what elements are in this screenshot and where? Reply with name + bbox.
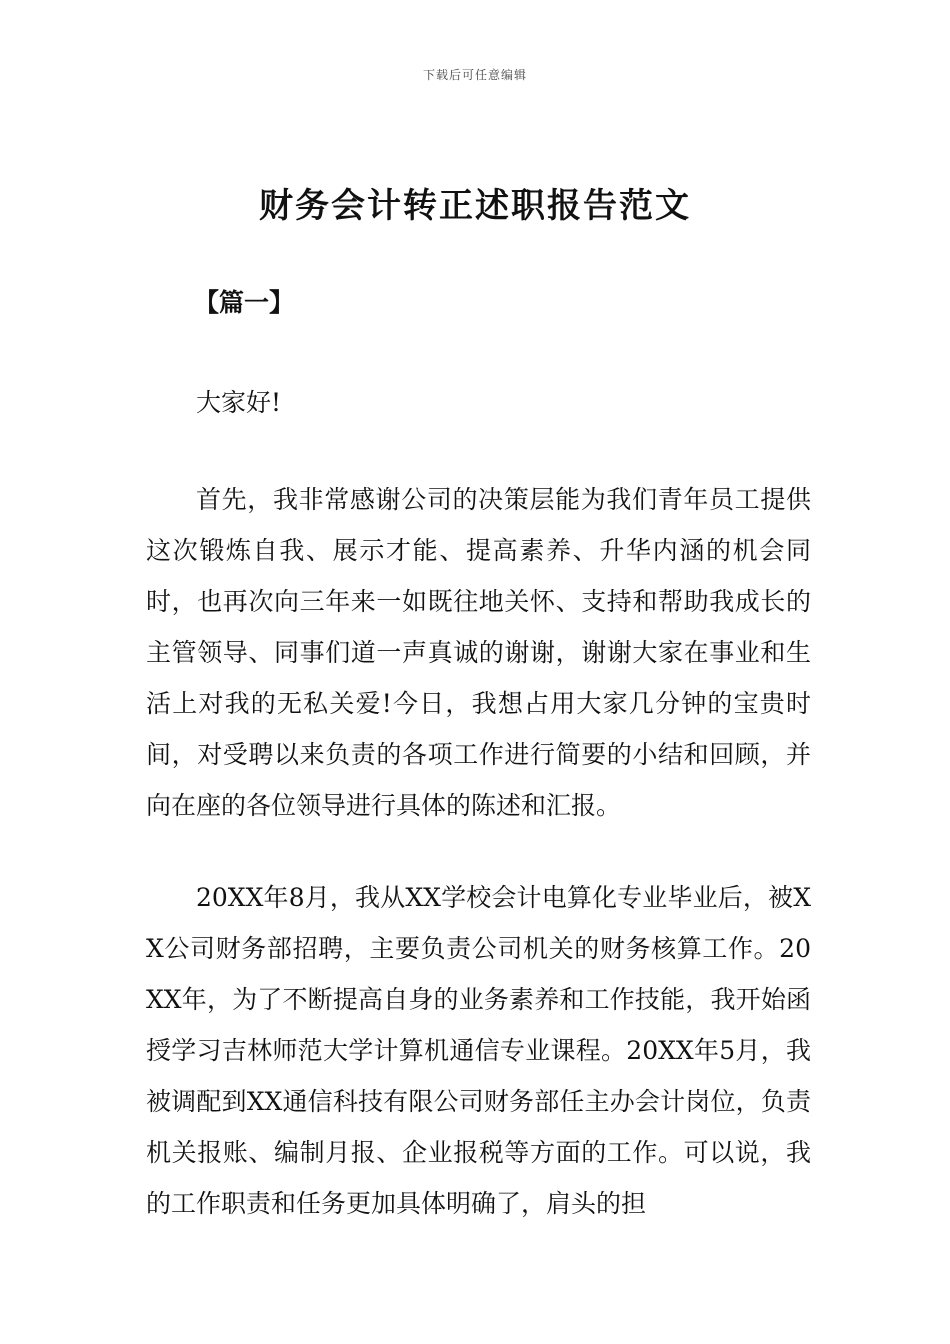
body-paragraph: 首先，我非常感谢公司的决策层能为我们青年员工提供这次锻炼自我、展示才能、提高素养、升华内涵的机会同时，也再次向三年来一如既往地关怀、支持和帮助我成长的主管领导、同事们道一声真诚的谢谢，谢谢大家在事业和生活上对我的无私关爱!今日，我想占用大家几分钟的宝贵时间，对受聘以来负责的各项工作进行简要的小结和回顾，并向在座的各位领导进行具体的陈述和汇报。 (146, 485, 811, 820)
greeting: 大家好! (196, 388, 282, 417)
document-title: 财务会计转正述职报告范文 (259, 186, 691, 226)
header-note: 下载后可任意编辑 (422, 68, 527, 82)
body-paragraph: 20XX年8月，我从XX学校会计电算化专业毕业后，被XX公司财务部招聘，主要负责公司机关的财务核算工作。20XX年，为了不断提高自身的业务素养和工作技能，我开始函授学习吉林师范大学计算机通信专业课程。20XX年5月，我被调配到XX通信科技有限公司财务部任主办会计岗位，负责机关报账、编制月报、企业报税等方面的工作。可以说，我的工作职责和任务更加具体明确了，肩头的担 (146, 883, 811, 1218)
section-label: 【篇一】 (194, 288, 295, 317)
